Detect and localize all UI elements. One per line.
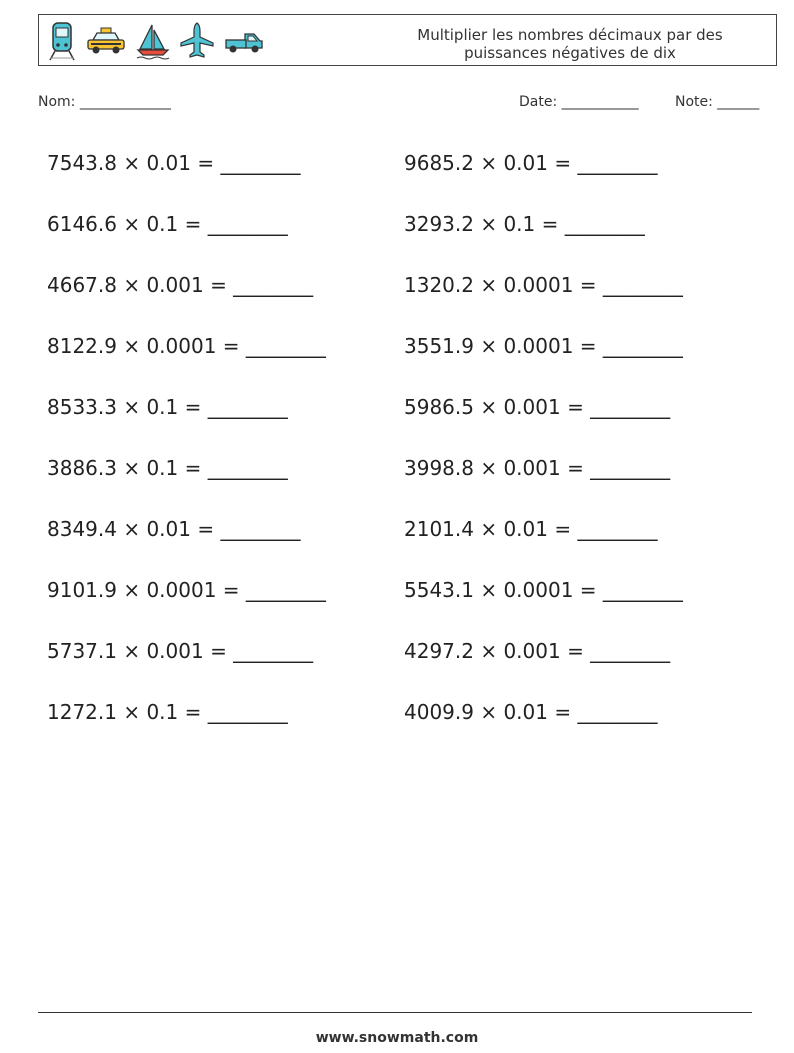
problem-item: 3998.8 × 0.001 = ________ [404,456,671,480]
problem-item: 1320.2 × 0.0001 = ________ [404,273,683,297]
worksheet-header [38,14,777,66]
worksheet-title [390,26,750,62]
header-icons [47,20,265,62]
airplane-icon [179,21,215,61]
problem-item: 8349.4 × 0.01 = ________ [47,517,301,541]
name-field-label: Nom: _____________ [38,94,171,110]
problem-item: 4667.8 × 0.001 = ________ [47,273,314,297]
tram-icon [47,20,77,62]
problem-item: 3551.9 × 0.0001 = ________ [404,334,683,358]
sailboat-icon [135,21,171,61]
problem-item: 7543.8 × 0.01 = ________ [47,151,301,175]
footer-website: www.snowmath.com [315,1030,479,1046]
problem-item: 8122.9 × 0.0001 = ________ [47,334,326,358]
problem-item: 4297.2 × 0.001 = ________ [404,639,671,663]
title-line-1: Multiplier les nombres décimaux par des [417,26,723,44]
problem-item: 6146.6 × 0.1 = ________ [47,212,288,236]
taxi-icon [85,26,127,56]
problem-item: 9101.9 × 0.0001 = ________ [47,578,326,602]
title-line-2: puissances négatives de dix [464,44,676,62]
pickup-truck-icon [223,27,265,55]
grade-field-label: Note: ______ [675,94,760,110]
problem-item: 3886.3 × 0.1 = ________ [47,456,288,480]
problem-item: 4009.9 × 0.01 = ________ [404,700,658,724]
date-field-label: Date: ___________ [519,94,639,110]
problem-item: 3293.2 × 0.1 = ________ [404,212,645,236]
footer-divider [38,1012,752,1013]
problem-item: 5986.5 × 0.001 = ________ [404,395,671,419]
problem-item: 5737.1 × 0.001 = ________ [47,639,314,663]
problem-item: 8533.3 × 0.1 = ________ [47,395,288,419]
problem-item: 5543.1 × 0.0001 = ________ [404,578,683,602]
problem-item: 9685.2 × 0.01 = ________ [404,151,658,175]
problem-item: 1272.1 × 0.1 = ________ [47,700,288,724]
problem-item: 2101.4 × 0.01 = ________ [404,517,658,541]
